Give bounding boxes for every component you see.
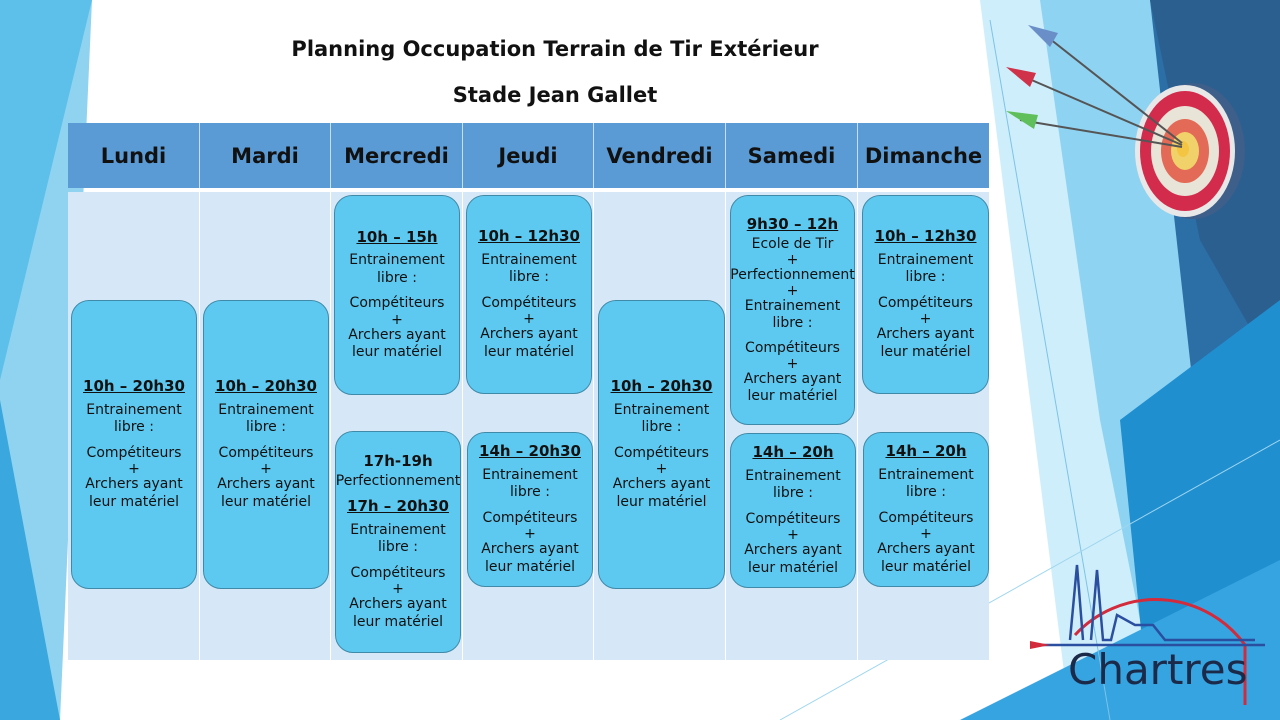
slot-activity: Entrainement	[745, 467, 841, 484]
slot-ecole: Ecole de Tir	[751, 235, 834, 252]
archery-target-icon	[1000, 15, 1260, 225]
slot-time: 14h – 20h	[885, 442, 967, 460]
slot-activity-libre: libre :	[641, 419, 682, 435]
slot-activity: Entrainement	[218, 401, 314, 418]
slot-perf: Perfectionnement	[730, 266, 855, 283]
slot-samedi-afternoon	[730, 433, 856, 588]
slot-audience: Compétiteurs	[350, 564, 446, 581]
slot-audience-2b: leur matériel	[352, 613, 444, 630]
slot-plus: +	[523, 311, 535, 327]
slot-audience: Compétiteurs	[86, 444, 182, 461]
slot-audience-2: Archers ayant	[85, 476, 183, 492]
slot-time: 10h – 20h30	[215, 377, 317, 395]
slot-mercredi-morning	[334, 195, 460, 395]
slot-plus: +	[655, 461, 668, 477]
slot-audience-2: Archers ayant	[349, 596, 447, 612]
slot-audience-2: Archers ayant	[744, 542, 842, 558]
slot-audience-2: Archers ayant	[217, 476, 315, 492]
chartres-logo-text: Chartres	[1068, 645, 1248, 694]
slot-perf-label: Perfectionnement	[335, 472, 461, 489]
slot-plus: +	[787, 527, 799, 543]
slot-plus: +	[128, 461, 140, 477]
slot-activity-libre: libre :	[377, 269, 417, 286]
slot-time: 10h – 15h	[356, 227, 438, 246]
slot-audience-2b: leur matériel	[220, 493, 312, 510]
header-vendredi: Vendredi	[594, 123, 726, 188]
slot-plus: +	[786, 251, 799, 268]
slot-audience: Compétiteurs	[481, 294, 577, 311]
slot-activity: Entrainement	[481, 251, 577, 268]
slot-audience-2: Archers ayant	[876, 326, 975, 342]
slot-audience-2b: leur matériel	[483, 343, 575, 360]
slot-activity-libre: libre :	[905, 269, 946, 285]
slot-mercredi-evening	[335, 431, 461, 653]
page-title: Planning Occupation Terrain de Tir Extérieur	[291, 37, 819, 61]
page-subtitle: Stade Jean Gallet	[452, 83, 658, 107]
slot-audience-2b: leur matériel	[616, 493, 707, 510]
slot-samedi-morning	[730, 195, 855, 425]
slot-audience: Compétiteurs	[745, 510, 841, 527]
slot-activity-libre: libre :	[509, 269, 549, 285]
schedule-table	[68, 123, 989, 660]
slot-dimanche-morning	[862, 195, 989, 394]
slot-plus: +	[524, 526, 536, 542]
slot-audience: Compétiteurs	[218, 444, 314, 461]
header-jeudi: Jeudi	[463, 123, 594, 188]
slot-time: 17h – 20h30	[347, 497, 449, 515]
slot-activity-libre: libre :	[510, 484, 550, 500]
slot-audience-2: Archers ayant	[480, 326, 578, 342]
slot-audience-2b: leur matériel	[880, 343, 971, 360]
slot-audience: Compétiteurs	[745, 339, 840, 356]
slot-jeudi-morning	[466, 195, 592, 394]
slot-audience-2b: leur matériel	[747, 387, 838, 404]
header-mardi: Mardi	[200, 123, 331, 188]
slot-activity: Entrainement	[744, 297, 841, 314]
slot-audience: Compétiteurs	[482, 509, 578, 526]
slot-time: 14h – 20h30	[479, 442, 581, 460]
slot-audience-2: Archers ayant	[877, 541, 975, 557]
slot-time: 10h – 20h30	[610, 377, 713, 395]
slot-plus: +	[786, 282, 799, 299]
slot-activity: Entrainement	[878, 466, 974, 483]
slot-plus: +	[392, 581, 404, 597]
slot-mardi	[203, 300, 329, 589]
header-dimanche: Dimanche	[858, 123, 989, 188]
slot-activity-libre: libre :	[114, 419, 154, 435]
slot-audience-2: Archers ayant	[612, 476, 711, 492]
slot-audience: Compétiteurs	[878, 509, 974, 526]
slot-plus: +	[260, 461, 272, 477]
slot-activity-libre: libre :	[773, 485, 813, 501]
header-mercredi: Mercredi	[331, 123, 463, 188]
slot-jeudi-afternoon	[467, 432, 593, 587]
slot-activity: Entrainement	[613, 401, 710, 418]
slot-dimanche-afternoon	[863, 432, 989, 587]
slot-plus: +	[919, 311, 932, 327]
slot-audience-2: Archers ayant	[348, 326, 446, 343]
slot-time: 10h – 12h30	[478, 227, 580, 245]
slot-plus: +	[786, 355, 799, 372]
header-lundi: Lundi	[68, 123, 200, 188]
slot-audience: Compétiteurs	[614, 444, 709, 461]
slot-activity: Entrainement	[349, 252, 445, 268]
slot-audience-2b: leur matériel	[747, 559, 839, 576]
slot-audience-2: Archers ayant	[743, 370, 842, 387]
slot-audience: Compétiteurs	[878, 294, 973, 311]
slot-activity: Entrainement	[86, 401, 182, 418]
slot-audience-2: Archers ayant	[481, 541, 579, 557]
slot-activity-libre: libre :	[378, 539, 418, 555]
slot-audience-2b: leur matériel	[88, 493, 180, 510]
slot-time: 14h – 20h	[752, 443, 834, 461]
slot-activity: Entrainement	[350, 521, 446, 538]
slot-lundi	[71, 300, 197, 589]
slot-audience-2b: leur matériel	[880, 558, 972, 575]
slot-time: 9h30 – 12h	[746, 214, 839, 233]
slot-vendredi	[598, 300, 725, 589]
slot-activity: Entrainement	[877, 251, 974, 268]
slot-activity-libre: libre :	[246, 419, 286, 435]
slot-time: 10h – 12h30	[874, 227, 977, 245]
slot-time: 10h – 20h30	[83, 377, 185, 395]
slot-audience: Compétiteurs	[349, 295, 445, 311]
slot-audience-2b: leur matériel	[484, 558, 576, 575]
slot-plus: +	[920, 526, 932, 542]
header-samedi: Samedi	[726, 123, 858, 188]
slot-time-perf: 17h-19h	[363, 452, 433, 470]
slot-activity: Entrainement	[482, 466, 578, 483]
slot-activity-libre: libre :	[906, 484, 946, 500]
slot-audience-2b: leur matériel	[351, 344, 443, 360]
slot-plus: +	[391, 311, 403, 328]
slot-activity-libre: libre :	[772, 314, 813, 331]
